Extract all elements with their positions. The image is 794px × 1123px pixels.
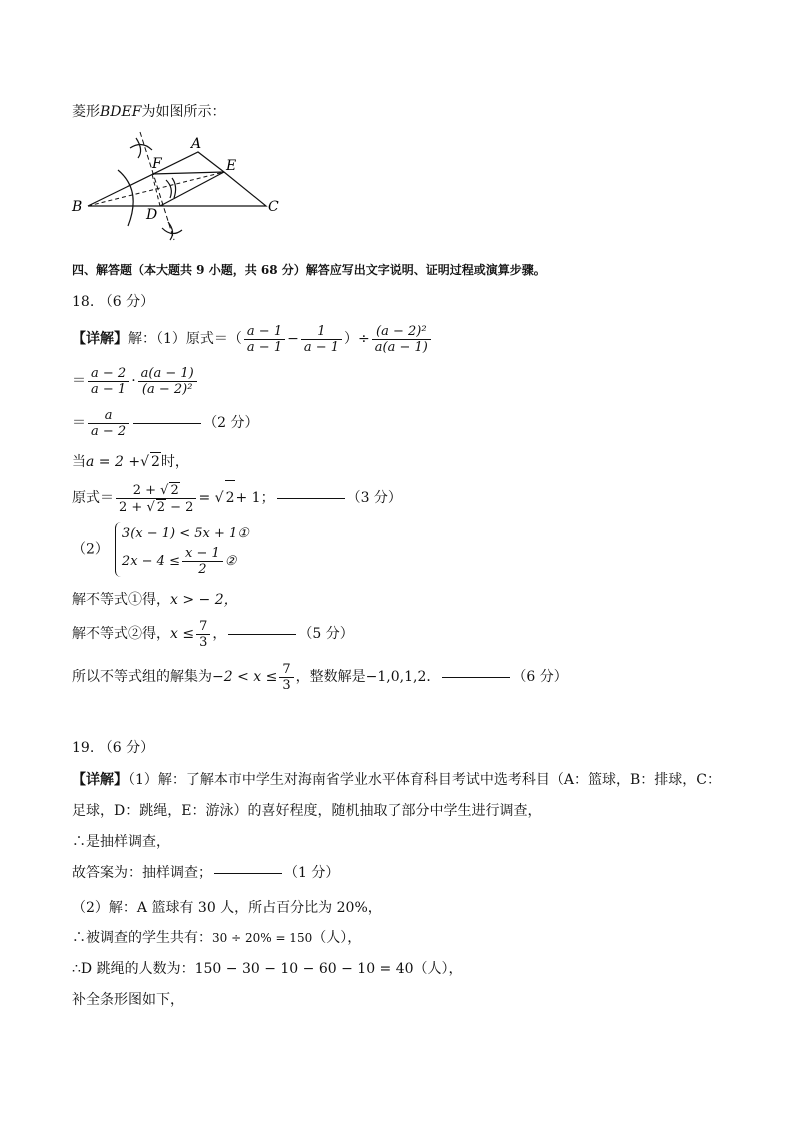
score: （6 分） [512, 669, 568, 685]
label-a: A [191, 136, 202, 152]
q18-close: ）÷ [344, 331, 370, 347]
q19-line1-text: （1）解：了解本市中学生对海南省学业水平体育科目考试中选考科目（A：篮球，B：排球，C： [128, 772, 722, 788]
score-dash [228, 634, 296, 635]
label-e: E [226, 158, 237, 174]
equals: = [198, 490, 211, 506]
q19-line8: 补全条形图如下， [72, 992, 184, 1008]
q19-header: 19. （6 分） [72, 740, 155, 756]
frac-num: a(a − 1) [140, 365, 194, 381]
den-a: 2 + [119, 499, 147, 515]
sol2-expr: x ≤ [170, 626, 195, 642]
intro-suffix: 为如图所示： [141, 104, 226, 120]
q19-line2: 足球，D：跳绳，E：游泳）的喜好程度，随机抽取了部分中学生进行调查， [72, 803, 542, 819]
arc-angle [166, 180, 171, 198]
q18-s2-frac-1 [88, 366, 129, 397]
q18-frac-1 [244, 324, 285, 355]
q18-step1 [72, 322, 433, 356]
final-expr: −2 < x ≤ [212, 669, 278, 685]
frac-den: a − 1 [244, 339, 285, 355]
score: （5 分） [298, 626, 354, 642]
arc-angle-2 [172, 178, 176, 198]
when-pre: 当 [72, 454, 86, 470]
part2-label: （2） [72, 541, 109, 558]
frac-num: x − 1 [184, 546, 220, 561]
score-dash [214, 873, 282, 874]
q18-frac-3 [372, 324, 431, 355]
original-pre: 原式＝ [72, 490, 114, 506]
equals: ＝ [72, 373, 86, 389]
frac-num: a [104, 407, 113, 423]
frac-num: 1 [317, 323, 326, 339]
score: （3 分） [346, 490, 402, 506]
q19-answer: 故答案为：抽样调查； [72, 865, 212, 881]
frac-den: 2 + √ 2 − 2 [116, 498, 196, 515]
label-c: C [268, 199, 279, 215]
frac-num: a − 1 [246, 323, 283, 339]
frac-den: a − 1 [301, 339, 342, 355]
score-dash [442, 677, 510, 678]
q18-when: 当a = 2 +√ 2时， [72, 454, 189, 470]
q19-line7-pre: ∴D 跳绳的人数为： [72, 961, 195, 977]
q18-step2 [72, 364, 199, 398]
den-b: − 2 [166, 499, 194, 515]
sol2-frac [196, 619, 210, 650]
ineq2-pre: 2x − 4 ≤ [121, 554, 180, 569]
q19-line5: （2）解：A 篮球有 30 人，所占百分比为 20%， [72, 900, 382, 916]
arc-b [118, 170, 133, 226]
q19-line7-post: （人）， [413, 961, 463, 977]
q18-tag: 【详解】 [72, 331, 128, 347]
q18-sol2 [72, 617, 354, 651]
sqrt-value: 2 [225, 480, 236, 515]
frac-den: (a − 2)² [138, 381, 197, 397]
sol2-post: ， [212, 626, 227, 642]
q18-frac-2 [301, 324, 342, 355]
frac-num: 7 [282, 661, 291, 677]
q19-line3: ∴是抽样调查， [72, 834, 170, 850]
segment-df [152, 174, 160, 206]
frac-den: a − 1 [88, 381, 129, 397]
q19-line1 [72, 771, 721, 789]
ineq2-frac [182, 546, 223, 577]
final-mid: ，整数解是 [295, 669, 366, 685]
q18-sol1 [72, 591, 238, 609]
frac-den: 3 [196, 634, 210, 650]
dot: · [131, 373, 136, 389]
q18-step3 [72, 406, 259, 440]
q19-line7-expr: 150 − 30 − 10 − 60 − 10 = 40 [194, 961, 414, 977]
segment-ed [160, 172, 224, 206]
num-a: 2 + [132, 482, 161, 498]
ineq2-post: ② [224, 554, 237, 569]
q18-s3-frac [88, 408, 129, 439]
sol1-pre: 解不等式①得， [72, 592, 170, 608]
rhombus-name: BDEF [100, 104, 142, 120]
q19-line6-pre: ∴被调查的学生共有： [72, 930, 212, 946]
rhombus-figure [66, 128, 286, 248]
inequality-2 [122, 546, 249, 577]
intro-prefix: 菱形 [72, 104, 100, 120]
label-b: B [72, 199, 83, 215]
frac-den: 3 [279, 677, 293, 693]
when-post: 时， [160, 454, 189, 470]
sqrt-value: 2 [156, 499, 166, 515]
q19-line6-expr: 30 ÷ 20% = 150 [212, 931, 313, 945]
score: （1 分） [284, 865, 340, 881]
triangle-abc [88, 152, 266, 206]
frac-num: 2 + √ 2 [132, 482, 179, 498]
q18-s2-frac-2 [138, 366, 197, 397]
score: （2 分） [203, 415, 259, 431]
when-expr: a = 2 + [86, 454, 141, 470]
final-frac [279, 662, 293, 693]
section-title: 四、解答题（本大题共 9 小题，共 68 分）解答应写出文字说明、证明过程或演算步骤。 [72, 263, 546, 277]
sqrt-value: 2 [151, 454, 160, 470]
q18-part2 [72, 522, 249, 577]
segment-fe [152, 172, 224, 174]
frac-num: a − 2 [91, 365, 127, 381]
q19-line6-post: （人）， [312, 930, 362, 946]
q18-original: 原式＝ $\frac{2 + √ 2}{2 + √ 2 - 2}$ = √ 2+ 1； （3 分） [72, 480, 402, 515]
q19-line4 [72, 864, 339, 882]
sqrt-value: 2 [170, 482, 179, 498]
inequality-system [115, 522, 249, 577]
frac-num: (a − 2)² [376, 323, 427, 339]
inequality-1: 3(x − 1) < 5x + 1① [121, 526, 249, 541]
original-tail: + 1； [235, 490, 275, 506]
q18-minus: − [287, 331, 299, 347]
frac-num: 7 [199, 618, 208, 634]
label-f: F [152, 156, 162, 172]
arc-top-2 [136, 138, 141, 158]
sol2-pre: 解不等式②得， [72, 626, 170, 642]
label-d: D [146, 207, 158, 223]
score-dash [133, 423, 201, 424]
final-pre: 所以不等式组的解集为 [72, 669, 212, 685]
q18-final [72, 660, 568, 694]
q18-header: 18. （6 分） [72, 294, 155, 310]
score-dash [277, 498, 345, 499]
frac-den: a(a − 1) [372, 339, 431, 355]
q18-step1-intro: 解：（1）原式＝（ [128, 331, 242, 347]
equals: ＝ [72, 415, 86, 431]
intro-line [72, 103, 225, 121]
q19-line6 [72, 929, 361, 947]
integer-solutions: −1,0,1,2 [365, 669, 427, 685]
frac-den: a − 2 [88, 423, 129, 439]
q19-line7 [72, 960, 463, 978]
frac-den: 2 [182, 561, 223, 577]
sol1-expr: x > − 2， [170, 592, 238, 608]
q18-orig-frac [116, 482, 196, 515]
q19-tag: 【详解】 [72, 772, 128, 788]
final-end: ． [426, 669, 441, 685]
